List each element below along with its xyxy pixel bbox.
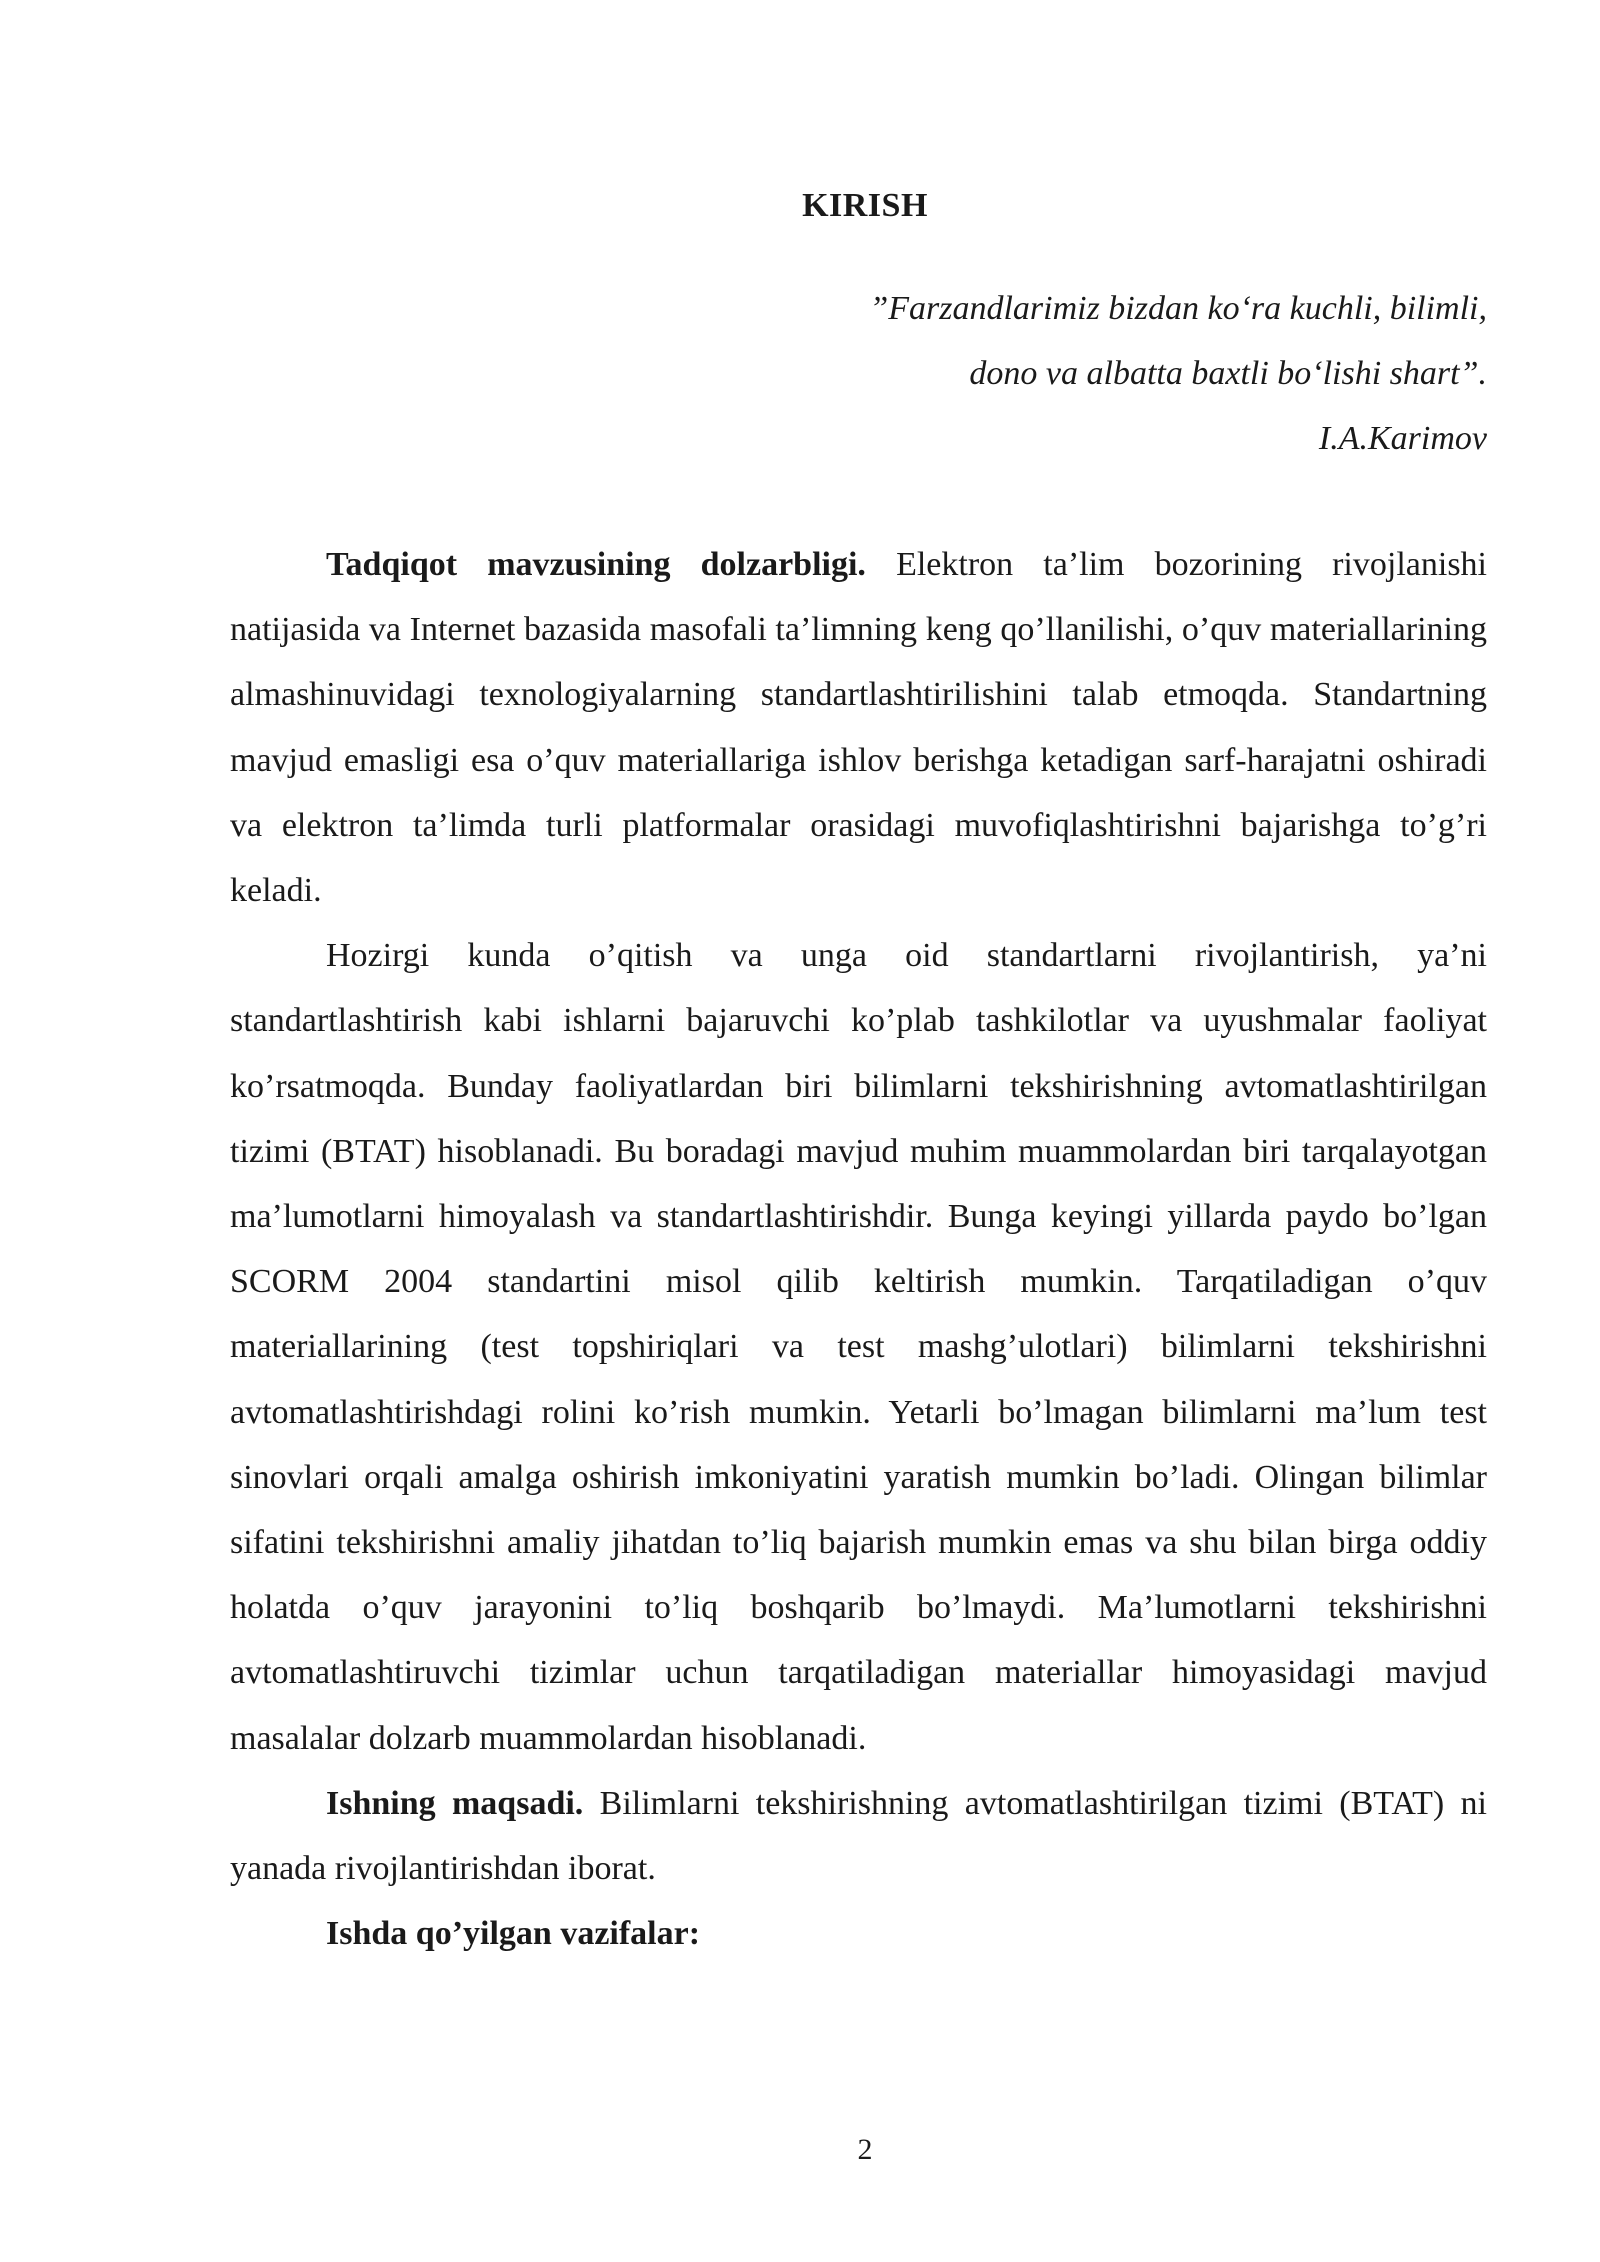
epigraph-line: dono va albatta baxtli bo‘lishi shart”. bbox=[969, 355, 1487, 392]
paragraph-lead: Tadqiqot mavzusining dolzarbligi. bbox=[326, 546, 866, 583]
paragraph-text: Bilimlarni tekshirishning avtomatlashtirilgan tizimi (BTAT) ni yanada rivojlantirishdan iborat. bbox=[230, 1784, 1487, 1888]
paragraph-tasks bbox=[230, 1901, 1487, 1966]
body-text bbox=[230, 532, 1487, 1966]
page-number: 2 bbox=[857, 2133, 873, 2166]
paragraph-text: Hozirgi kunda o’qitish va unga oid standartlarni rivojlantirish, ya’ni standartlashtirish kabi ishlarni bajaruvchi ko’plab tashkilotlar va uyushmalar faoliyat ko’rsatmoqda. Bunday faoliyatlardan biri bilimlarni tekshirishning avtomatlashtirilgan tizimi (BTAT) hisoblanadi. Bu boradagi mavjud muhim muammolardan biri tarqalayotgan ma’lumotlarni himoyalash va standartlashtirishdir. Bunga keyingi yillarda paydo bo’lgan SCORM 2004 standartini misol qilib keltirish mumkin. Tarqatiladigan o’quv materiallarining (test topshiriqlari va test mashg’ulotlari) bilimlarni tekshirishni avtomatlashtirishdagi rolini ko’rish mumkin. Yetarli bo’lmagan bilimlarni ma’lum test sinovlari orqali amalga oshirish imkoniyatini yaratish mumkin bo’ladi. Olingan bilimlar sifatini tekshirishni amaliy jihatdan to’liq bajarish mumkin emas va shu bilan birga oddiy holatda o’quv jarayonini to’liq boshqarib bo’lmaydi. Ma’lumotlarni tekshirishni avtomatlashtiruvchi tizimlar uchun tarqatiladigan materiallar himoyasidagi mavjud masalalar dolzarb muammolardan hisoblanadi. bbox=[230, 937, 1487, 1757]
paragraph-context bbox=[230, 923, 1487, 1771]
paragraph-goal bbox=[230, 1771, 1487, 1901]
paragraph-text: Elektron ta’lim bozorining rivojlanishi natijasida va Internet bazasida masofali ta’limning keng qo’llanilishi, o’quv materiallarining almashinuvidagi texnologiyalarning standartlashtirilishini talab etmoqda. Standartning mavjud emasligi esa o’quv materiallariga ishlov berishga ketadigan sarf-harajatni oshiradi va elektron ta’limda turli platformalar orasidagi muvofiqlashtirishni bajarishga to’g’ri keladi. bbox=[230, 546, 1487, 910]
epigraph bbox=[230, 276, 1487, 471]
epigraph-author: I.A.Karimov bbox=[1318, 420, 1487, 457]
paragraph-lead: Ishning maqsadi. bbox=[326, 1784, 584, 1822]
paragraph-relevance bbox=[230, 532, 1487, 923]
epigraph-line: ”Farzandlarimiz bizdan ko‘ra kuchli, bilimli, bbox=[869, 290, 1487, 327]
paragraph-lead: Ishda qo’yilgan vazifalar: bbox=[326, 1915, 701, 1953]
section-heading: KIRISH bbox=[802, 187, 928, 224]
